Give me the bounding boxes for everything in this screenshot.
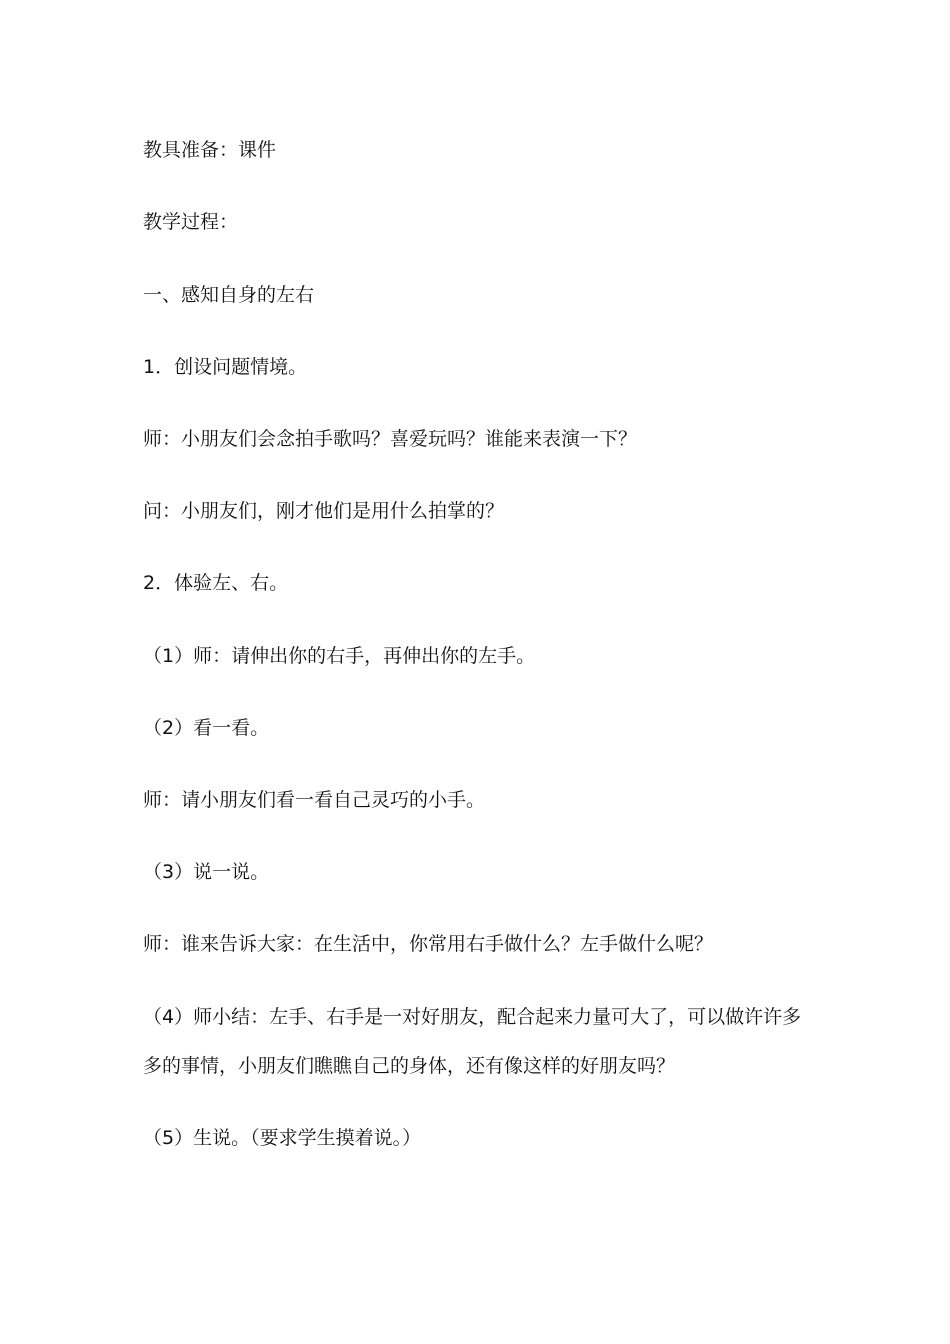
teaching-process-heading: 教学过程： bbox=[143, 211, 239, 233]
substep-1-line: （1）师：请伸出你的右手，再伸出你的左手。 bbox=[143, 645, 536, 667]
teacher-ask-line: 师：谁来告诉大家：在生活中，你常用右手做什么？左手做什么呢？ bbox=[143, 933, 714, 955]
substep-4-continuation: 多的事情，小朋友们瞧瞧自己的身体，还有像这样的好朋友吗？ bbox=[143, 1055, 676, 1077]
step-2-heading: 2．体验左、右。 bbox=[143, 572, 289, 594]
substep-2-line: （2）看一看。 bbox=[143, 717, 270, 739]
teacher-instruction-line: 师：请小朋友们看一看自己灵巧的小手。 bbox=[143, 789, 486, 811]
substep-5-line: （5）生说。（要求学生摸着说。） bbox=[143, 1127, 422, 1149]
teaching-aids-line: 教具准备：课件 bbox=[143, 139, 277, 161]
section-heading-1: 一、感知自身的左右 bbox=[143, 284, 315, 306]
substep-4-line: （4）师小结：左手、右手是一对好朋友，配合起来力量可大了，可以做许许多 bbox=[143, 1006, 802, 1028]
step-1-heading: 1．创设问题情境。 bbox=[143, 356, 308, 378]
substep-3-line: （3）说一说。 bbox=[143, 861, 270, 883]
teacher-question-line: 师：小朋友们会念拍手歌吗？喜爱玩吗？谁能来表演一下？ bbox=[143, 428, 638, 450]
question-line: 问：小朋友们，刚才他们是用什么拍掌的？ bbox=[143, 500, 505, 522]
